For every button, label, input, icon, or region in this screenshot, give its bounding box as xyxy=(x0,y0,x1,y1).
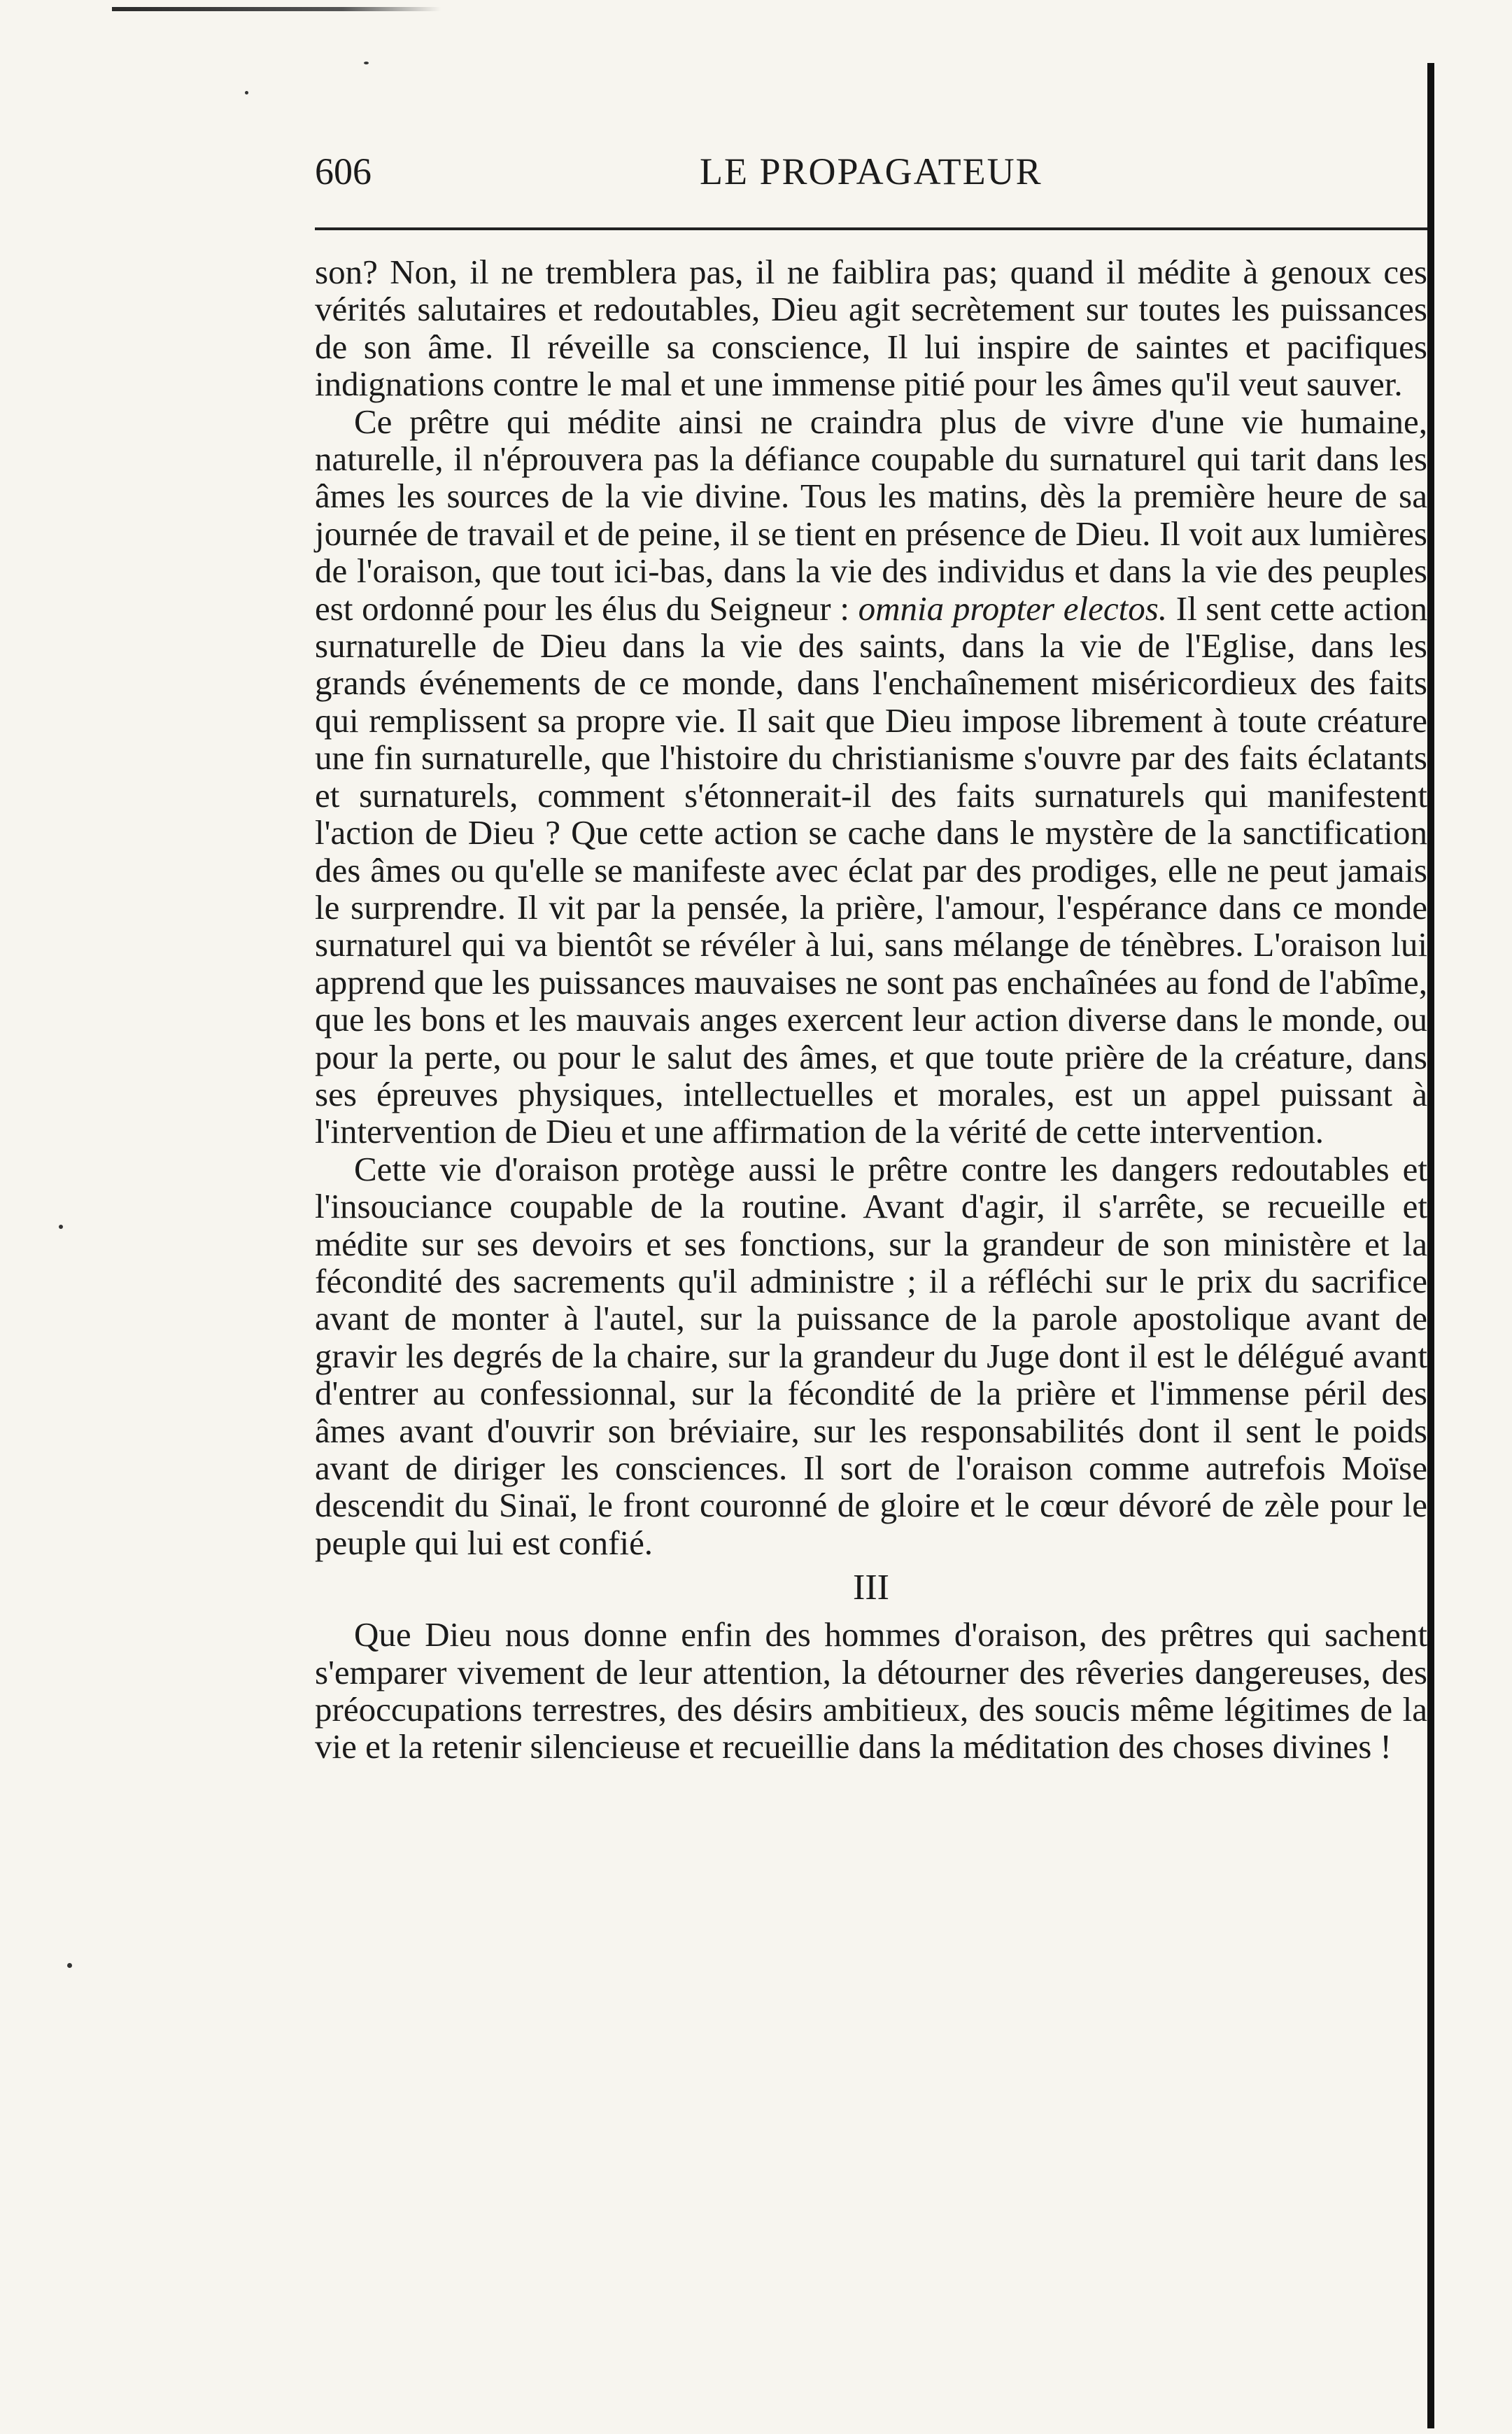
running-title: LE PROPAGATEUR xyxy=(700,150,1043,192)
ink-speck xyxy=(364,62,369,64)
header-rule xyxy=(315,227,1427,230)
scan-edge-right xyxy=(1427,63,1434,2428)
page-number: 606 xyxy=(315,150,372,192)
paragraph-4: Que Dieu nous donne enfin des hommes d'oraison, des prêtres qui sachent s'emparer vivement de leur attention, la détourner des rêveries dangereuses, des préoccupations terrestres, des désirs ambitieux, des soucis même légitimes de la vie et la retenir silencieuse et recueillie dans la méditation des choses divines ! xyxy=(315,1615,1427,1766)
paragraph-1: son? Non, il ne tremblera pas, il ne faiblira pas; quand il médite à genoux ces vérités salutaires et redoutables, Dieu agit secrètement sur toutes les puissances de son âme. Il réveille sa conscience, Il lui inspire de saintes et pacifiques indignations contre le mal et une immense pitié pour les âmes qu'il veut sauver. xyxy=(315,253,1427,404)
latin-quote: omnia propter electos. xyxy=(858,589,1168,628)
ink-speck xyxy=(67,1963,72,1968)
ink-speck xyxy=(59,1225,63,1229)
scan-edge-top xyxy=(112,7,441,11)
paragraph-2-text-b: Il sent cette action surnaturelle de Dieu dans la vie des saints, dans la vie de l'Eglise, dans les grands événements de ce monde, dans l'enchaînement miséricordieux des faits qui remplissent sa propre vie. Il sait que Dieu impose librement à toute créature une fin surnaturelle, que l'histoire du christianisme s'ouvre par des faits éclatants et surnaturels, comment s'étonnerait-il des faits surnaturels qui manifestent l'action de Dieu ? Que cette action se cache dans le mystère de la sanctification des âmes ou qu'elle se manifeste avec éclat par des prodiges, elle ne peut jamais le surprendre. Il vit par la pensée, la prière, l'amour, l'espérance dans ce monde surnaturel qui va bientôt se révéler à lui, sans mélange de ténèbres. L'oraison lui apprend que les puissances mauvaises ne sont pas enchaînées au fond de l'abîme, que les bons et les mauvais anges exercent leur action diverse dans le monde, ou pour la perte, ou pour le salut des âmes, et que toute prière de la créature, dans ses épreuves physiques, intellectuelles et morales, est un appel puissant à l'intervention de Dieu et une affirmation de la vérité de cette intervention. xyxy=(315,589,1427,1151)
paragraph-2 xyxy=(315,403,1427,1151)
body-text xyxy=(315,253,1427,1766)
section-heading: III xyxy=(853,1568,889,1608)
ink-speck xyxy=(245,91,248,94)
page-header xyxy=(315,150,1427,192)
paragraph-2-text-a: Ce prêtre qui médite ainsi ne craindra plus de vivre d'une vie humaine, naturelle, il n'éprouvera pas la défiance coupable du surnaturel qui tarit dans les âmes les sources de la vie divine. Tous les matins, dès la première heure de sa journée de travail et de peine, il se tient en présence de Dieu. Il voit aux lumières de l'oraison, que tout ici-bas, dans la vie des individus et dans la vie des peuples est ordonné pour les élus du Seigneur : xyxy=(315,402,1427,628)
paragraph-3: Cette vie d'oraison protège aussi le prêtre contre les dangers redoutables et l'insouciance coupable de la routine. Avant d'agir, il s'arrête, se recueille et médite sur ses devoirs et ses fonctions, sur la grandeur de son ministère et la fécondité des sacrements qu'il administre ; il a réfléchi sur le prix du sacrifice avant de monter à l'autel, sur la puissance de la parole apostolique avant de gravir les degrés de la chaire, sur la grandeur du Juge dont il est le délégué avant d'entrer au confessionnal, sur la fécondité de la prière et l'immense péril des âmes avant d'ouvrir son bréviaire, sur les responsabilités dont il sent le poids avant de diriger les consciences. Il sort de l'oraison comme autrefois Moïse descendit du Sinaï, le front couronné de gloire et le cœur dévoré de zèle pour le peuple qui lui est confié. xyxy=(315,1149,1427,1562)
